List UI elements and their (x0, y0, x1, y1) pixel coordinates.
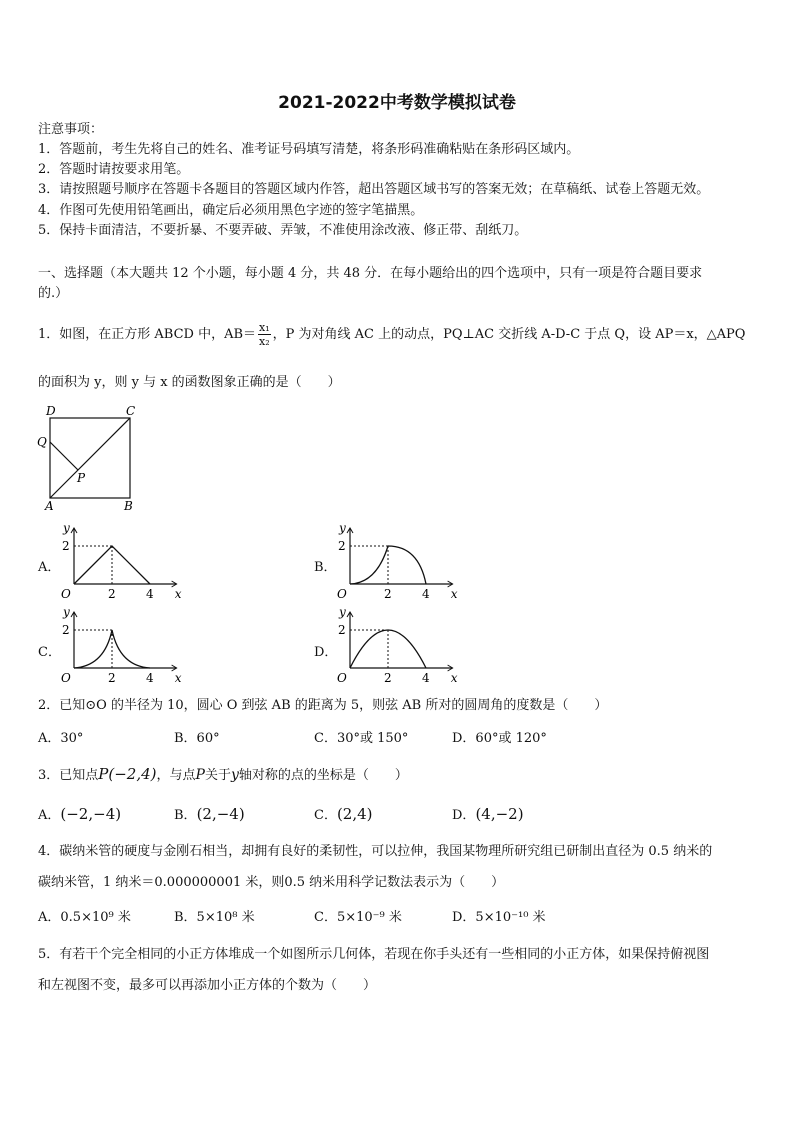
q1-stem-line2: 的面积为 y，则 y 与 x 的函数图象正确的是（ ） (38, 375, 341, 390)
section-heading-cont: 的.） (38, 286, 69, 301)
q1-option-d-letter: D． (314, 645, 338, 660)
q1-fraction-den: x₂ (259, 335, 270, 348)
q4-option-d: D．5×10⁻¹⁰ 米 (452, 910, 546, 925)
q3-option-c-letter: C． (314, 808, 337, 823)
label-q: Q (37, 435, 47, 449)
x-tick-4: 4 (146, 671, 154, 685)
label-d: D (46, 404, 56, 418)
q4-option-b: B．5×10⁸ 米 (174, 910, 255, 925)
label-a: A (45, 499, 54, 513)
q3-option-b (174, 804, 245, 826)
q2-option-a: A．30° (38, 731, 84, 746)
q1-option-a-letter: A． (38, 560, 61, 575)
q1-stem (38, 318, 745, 352)
y-axis-label: y (339, 605, 346, 619)
q3-stem-part4: 轴对称的点的坐标是（ ） (238, 768, 408, 783)
q3-stem-part3: 关于 (204, 768, 231, 783)
q3-option-d (452, 804, 524, 826)
x-tick-2: 2 (108, 587, 116, 601)
x-axis-label: x (450, 671, 458, 685)
x-axis-label: x (174, 587, 182, 601)
q4-stem-line2: 碳纳米管，1 纳米＝0.000000001 米，则0.5 纳米用科学记数法表示为（ ） (38, 875, 505, 890)
q3-point: P(−2,4) (98, 765, 157, 783)
notice-item: 5．保持卡面清洁，不要折暴、不要弄破、弄皱，不准使用涂改液、修正带、刮纸刀。 (38, 223, 528, 238)
y-tick-2: 2 (338, 539, 346, 553)
q3-option-c (314, 804, 373, 826)
q1-stem-part1: 1．如图，在正方形 ABCD 中，AB＝ (38, 327, 257, 342)
q3-option-a (38, 804, 121, 826)
q1-option-b-letter: B． (314, 560, 337, 575)
y-axis-label: y (63, 521, 70, 535)
square-figure (34, 402, 144, 514)
q5-stem-line2: 和左视图不变，最多可以再添加小正方体的个数为（ ） (38, 978, 377, 993)
q3-stem-part2: ，与点 (156, 768, 196, 783)
x-tick-4: 4 (146, 587, 154, 601)
segment-pq (50, 442, 78, 470)
q2-option-d: D．60°或 120° (452, 731, 547, 746)
y-axis-label: y (63, 605, 70, 619)
notice-item: 4．作图可先使用铅笔画出，确定后必须用黑色字迹的签字笔描黑。 (38, 203, 424, 218)
q1-graph-a (58, 520, 183, 602)
y-tick-2: 2 (62, 539, 70, 553)
notice-item: 1．答题前，考生先将自己的姓名、准考证号码填写清楚，将条形码准确粘贴在条形码区域内。 (38, 142, 580, 157)
q3-option-d-letter: D． (452, 808, 476, 823)
q3-option-a-value: (−2,−4) (60, 805, 122, 823)
y-axis-label: y (339, 521, 346, 535)
q1-option-c-letter: C． (38, 645, 61, 660)
q3-option-a-letter: A． (38, 808, 61, 823)
q1-fraction-num: x₁ (259, 321, 270, 334)
q3-option-c-value: (2,4) (336, 805, 373, 823)
y-tick-2: 2 (338, 623, 346, 637)
origin-label: O (61, 587, 71, 601)
q3-p-symbol: P (195, 767, 205, 783)
q5-stem-line1: 5．有若干个完全相同的小正方体堆成一个如图所示几何体，若现在你手头还有一些相同的小正方体，如果保持俯视图 (38, 947, 710, 962)
q3-stem (38, 764, 408, 786)
x-tick-4: 4 (422, 671, 430, 685)
x-axis-label: x (450, 587, 458, 601)
x-tick-2: 2 (384, 587, 392, 601)
diagonal-ac (50, 418, 130, 498)
q2-option-c: C．30°或 150° (314, 731, 409, 746)
origin-label: O (337, 671, 347, 685)
y-tick-2: 2 (62, 623, 70, 637)
q3-option-d-value: (4,−2) (475, 805, 524, 823)
q3-option-b-letter: B． (174, 808, 197, 823)
x-axis-label: x (174, 671, 182, 685)
origin-label: O (61, 671, 71, 685)
q1-graph-c (58, 604, 183, 686)
q3-option-b-value: (2,−4) (196, 805, 245, 823)
label-c: C (126, 404, 136, 418)
notice-item: 2．答题时请按要求用笔。 (38, 162, 190, 177)
x-tick-4: 4 (422, 587, 430, 601)
origin-label: O (337, 587, 347, 601)
q1-graph-d (334, 604, 459, 686)
q1-graph-b (334, 520, 459, 602)
q3-stem-part1: 3．已知点 (38, 768, 99, 783)
q2-stem: 2．已知⊙O 的半径为 10，圆心 O 到弦 AB 的距离为 5，则弦 AB 所对的圆周角的度数是（ ） (38, 698, 608, 713)
notice-item: 3．请按照题号顺序在答题卡各题目的答题区域内作答，超出答题区域书写的答案无效；在草稿纸、试卷上答题无效。 (38, 182, 710, 197)
label-b: B (124, 499, 133, 513)
section-heading: 一、选择题（本大题共 12 个小题，每小题 4 分，共 48 分．在每小题给出的四个选项中，只有一项是符合题目要求 (38, 266, 703, 281)
q4-stem-line1: 4．碳纳米管的硬度与金刚石相当，却拥有良好的柔韧性，可以拉伸，我国某物理所研究组已研制出直径为 0.5 纳米的 (38, 844, 713, 859)
q3-y-symbol: y (230, 767, 239, 783)
q1-stem-part2: ，P 为对角线 AC 上的动点，PQ⊥AC 交折线 A-D-C 于点 Q，设 AP＝x，△APQ (272, 327, 746, 342)
x-tick-2: 2 (384, 671, 392, 685)
q1-fraction (258, 321, 271, 348)
q4-option-a: A．0.5×10⁹ 米 (38, 910, 131, 925)
notice-heading: 注意事项： (38, 122, 104, 137)
x-tick-2: 2 (108, 671, 116, 685)
q2-option-b: B．60° (174, 731, 220, 746)
page-title: 2021-2022中考数学模拟试卷 (278, 93, 516, 113)
q4-option-c: C．5×10⁻⁹ 米 (314, 910, 402, 925)
label-p: P (77, 471, 86, 485)
